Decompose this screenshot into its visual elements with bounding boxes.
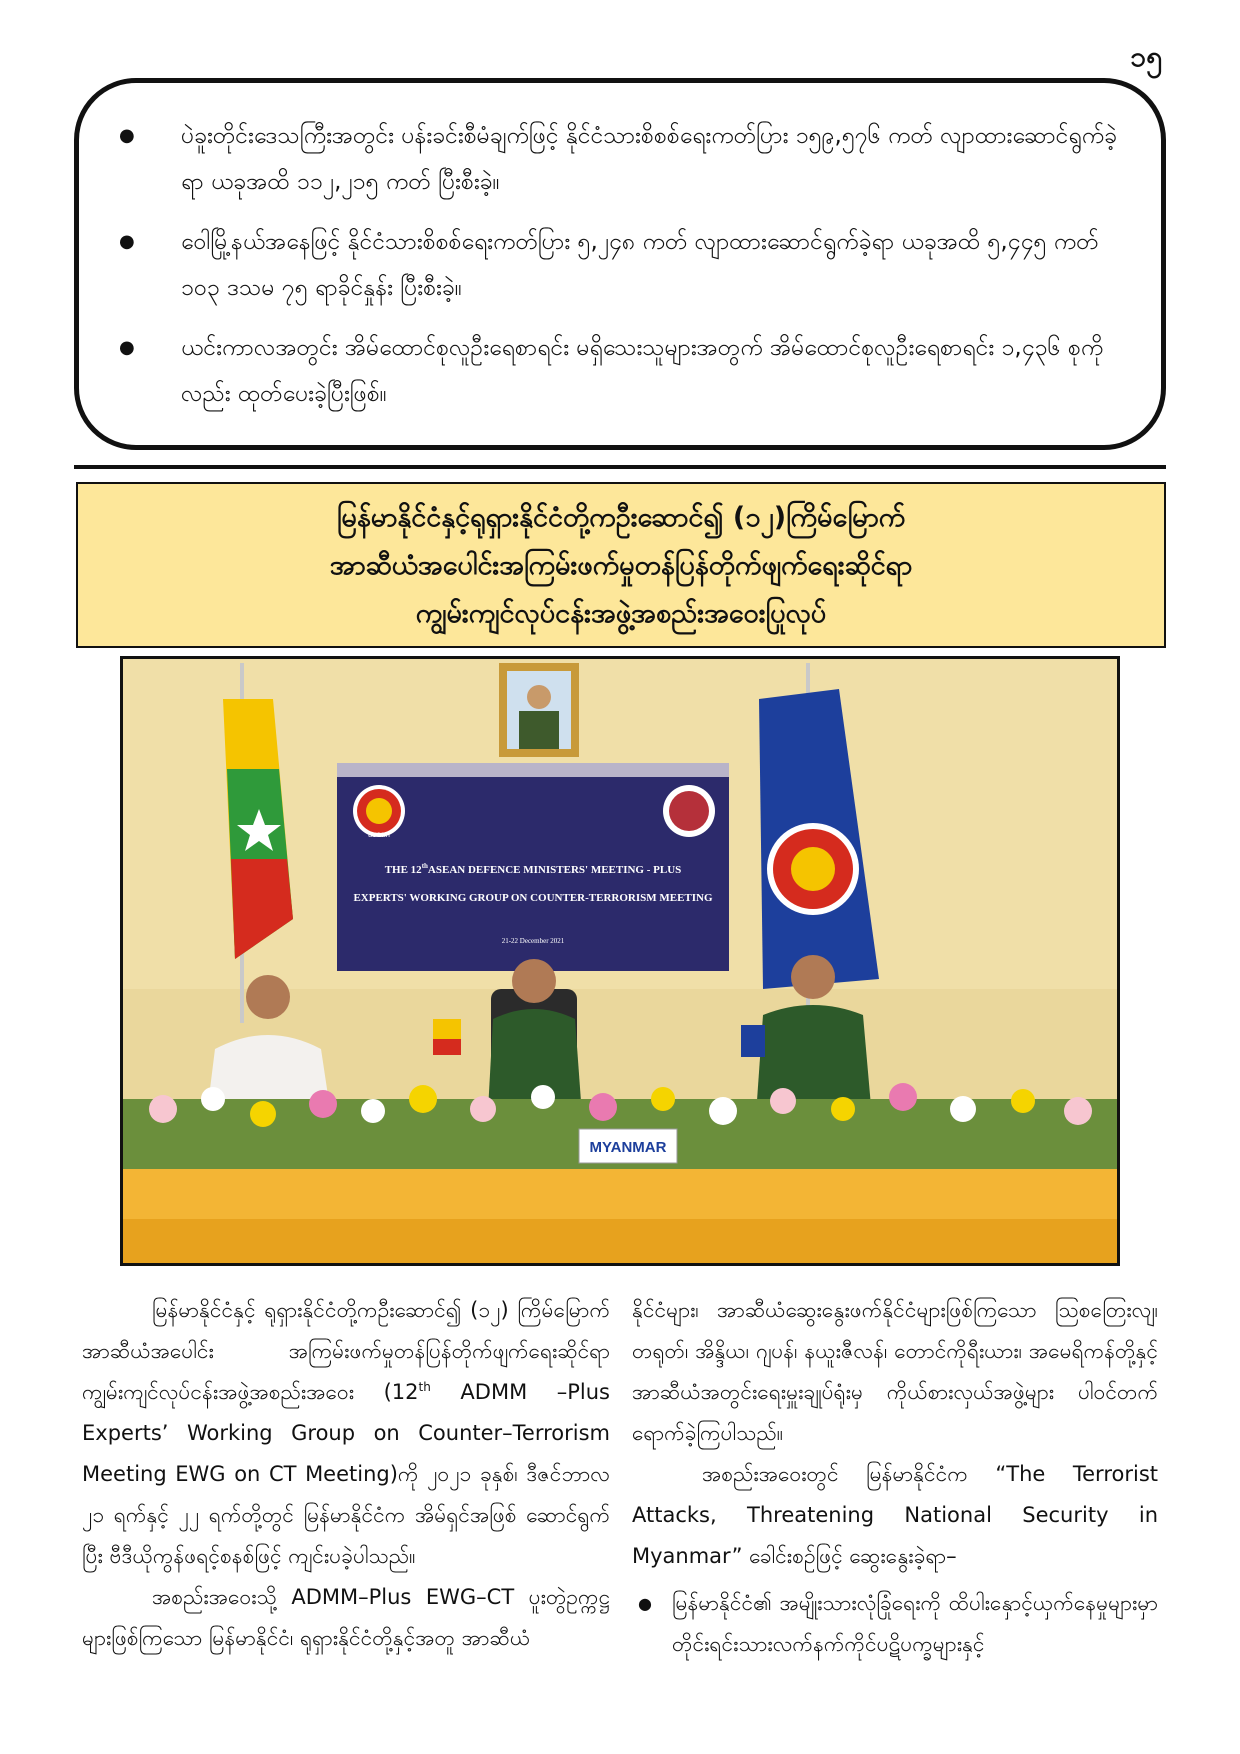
section-divider (74, 465, 1166, 469)
page-number: ၁၅ (1130, 40, 1162, 73)
meeting-photo (120, 656, 1120, 1266)
summary-bullet: ● ပဲခူးတိုင်းဒေသကြီးအတွင်း ပန်းခင်းစီမံချက်ဖြင့် နိုင်ငံသားစိစစ်ရေးကတ်ပြား ၁၅၉,၅၇၆ ကတ် လျာထားဆောင်ရွက်ခဲ့ရာ ယခုအထိ ၁၁၂,၂၁၅ ကတ် ပြီးစီးခဲ့။ (119, 113, 1121, 205)
headline-line: အာဆီယံအပေါင်းအကြမ်းဖက်မှုတန်ပြန်တိုက်ဖျက်ရေးဆိုင်ရာ (329, 550, 913, 581)
paragraph-text: မြန်မာနိုင်ငံနှင့် ရုရှားနိုင်ငံတို့ကဦးဆောင်၍ (၁၂) ကြိမ်မြောက် အာဆီယံအပေါင်း အကြမ်းဖက်မှုတန်ပြန်တိုက်ဖျက်ရေးဆိုင်ရာ ကျွမ်းကျင်လုပ်ငန်းအဖွဲ့အစည်းအဝေး (12 (82, 1298, 610, 1404)
superscript: th (418, 1380, 431, 1394)
asean-logo-text: asean (368, 830, 390, 839)
summary-bullet: ● ယင်းကာလအတွင်း အိမ်ထောင်စုလူဦးရေစာရင်း မရှိသေးသူများအတွက် အိမ်ထောင်စုလူဦးရေစာရင်း ၁,၄၃၆ စုကိုလည်း ထုတ်ပေးခဲ့ပြီးဖြစ်။ (119, 325, 1121, 417)
article-column-left (82, 1290, 610, 1659)
paragraph-text: ADMM –Plus Experts’ Working Group on Counter–Terrorism Meeting EWG on CT Meeting)ကို ၂၀၂၁ ခုနှစ်၊ ဒီဇင်ဘာလ ၂၁ ရက်နှင့် ၂၂ ရက်တို့တွင် မြန်မာနိုင်ငံက အိမ်ရှင်အဖြစ် ဆောင်ရွက်ပြီး ဗီဒီယိုကွန်ဖရင့်စနစ်ဖြင့် ကျင်းပခဲ့ပါသည်။ (82, 1380, 610, 1568)
article-column-right (632, 1290, 1158, 1665)
article-bullet: ● မြန်မာနိုင်ငံ၏ အမျိုးသားလုံခြုံရေးကို ထိပါးနှောင့်ယှက်နေမှုများမှာ တိုင်းရင်းသားလက်နက်ကိုင်ပဋိပက္ခများနှင့် (632, 1583, 1158, 1665)
banner-date: 21-22 December 2021 (501, 937, 565, 945)
country-nameplate: MYANMAR (589, 1139, 667, 1156)
banner-title-line2: EXPERTS' WORKING GROUP ON COUNTER-TERRORISM MEETING (353, 892, 713, 904)
article-headline (76, 482, 1166, 648)
article-paragraph (82, 1290, 610, 1577)
article-paragraph: အစည်းအဝေးသို့ ADMM–Plus EWG–CT ပူးတွဲဥက္ကဋ္ဌများဖြစ်ကြသော မြန်မာနိုင်ငံ၊ ရုရှားနိုင်ငံတို့နှင့်အတူ အာဆီယံ (82, 1585, 610, 1650)
portrait-frame (499, 663, 579, 757)
article-bullets (632, 1583, 1158, 1665)
banner-title-line1: THE 12thASEAN DEFENCE MINISTERS' MEETING - PLUS (384, 862, 682, 876)
headline-line: မြန်မာနိုင်ငံနှင့်ရုရှားနိုင်ငံတို့ကဦးဆောင်၍ (၁၂)ကြိမ်မြောက် (336, 502, 906, 533)
article-paragraph: နိုင်ငံများ၊ အာဆီယံဆွေးနွေးဖက်နိုင်ငံများဖြစ်ကြသော ဩစတြေးလျ၊ တရုတ်၊ အိန္ဒိယ၊ ဂျပန်၊ နယူးဇီလန်၊ တောင်ကိုရီးယား၊ အမေရိကန်တို့နှင့် အာဆီယံအတွင်းရေးမှူးချုပ်ရုံးမှ ကိုယ်စားလှယ်အဖွဲ့များ ပါဝင်တက်ရောက်ခဲ့ကြပါသည်။ (632, 1298, 1158, 1445)
summary-bullet: ● ဝေါမြို့နယ်အနေဖြင့် နိုင်ငံသားစိစစ်ရေးကတ်ပြား ၅,၂၄၈ ကတ် လျာထားဆောင်ရွက်ခဲ့ရာ ယခုအထိ ၅,၄၄၅ ကတ် ၁၀၃ ဒသမ ၇၅ ရာခိုင်နှုန်း ပြီးစီးခဲ့။ (119, 219, 1121, 311)
meeting-banner (337, 763, 729, 971)
article-paragraph: အစည်းအဝေးတွင် မြန်မာနိုင်ငံက “The Terrorist Attacks, Threatening National Security in Myanmar” ခေါင်းစဉ်ဖြင့် ဆွေးနွေးခဲ့ရာ– (632, 1462, 1158, 1568)
summary-bullets (79, 83, 1161, 417)
summary-box (74, 78, 1166, 450)
headline-line: ကျွမ်းကျင်လုပ်ငန်းအဖွဲ့အစည်းအဝေးပြုလုပ် (415, 598, 827, 629)
